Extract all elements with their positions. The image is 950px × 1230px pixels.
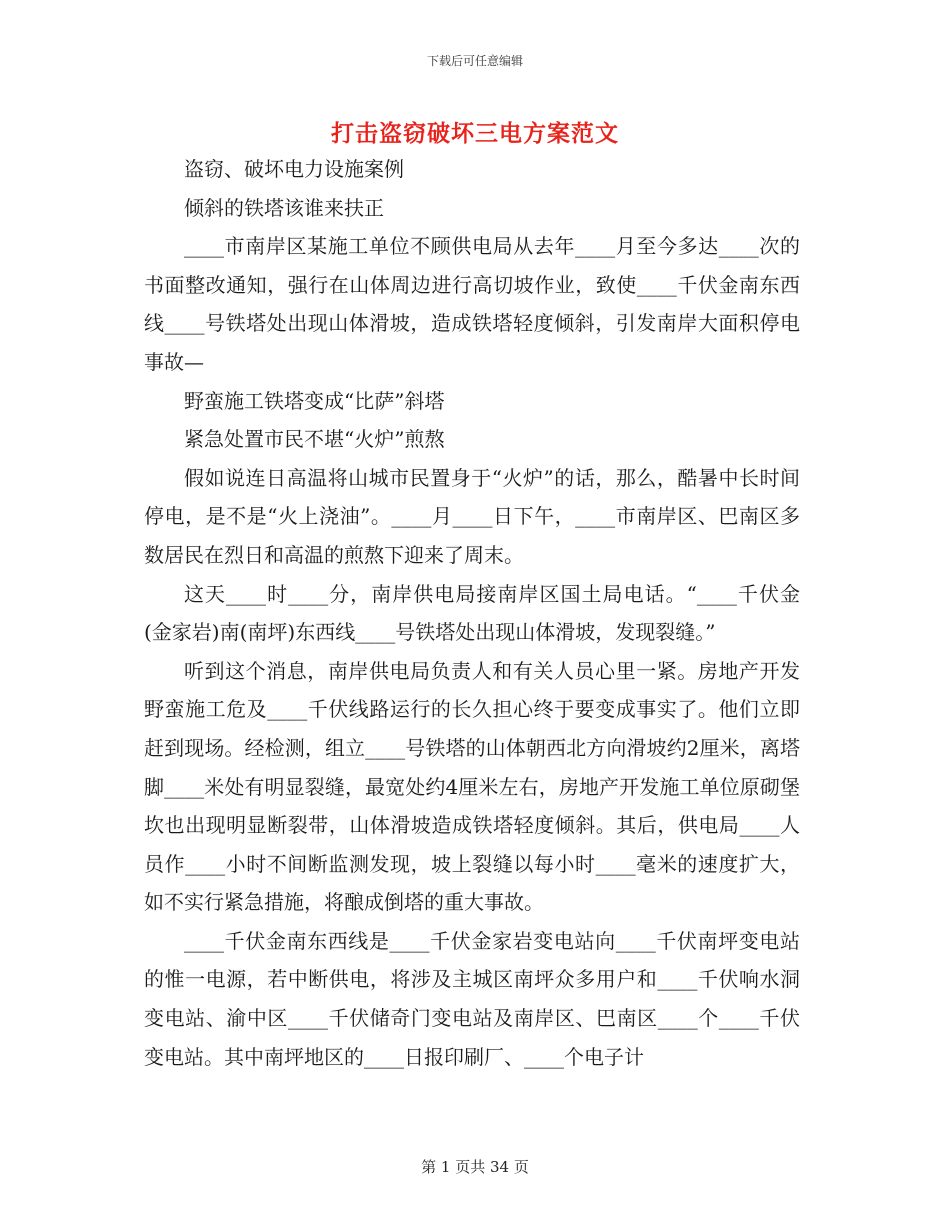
- paragraph: 盗窃、破坏电力设施案例: [184, 157, 404, 181]
- paragraph: 紧急处置市民不堪“火炉”煎熬: [184, 427, 445, 452]
- document-body: [144, 150, 800, 1076]
- document-title: 打击盗窃破坏三电方案范文: [331, 120, 619, 147]
- paragraph: ____市南岸区某施工单位不顾供电局从去年____月至今多达____次的书面整改通知，强行在山体周边进行高切坡作业，致使____千伏金南东西线____号铁塔处出现山体滑坡，造成铁塔轻度倾斜，引发南岸大面积停电事故—: [144, 234, 800, 374]
- paragraph: 野蛮施工铁塔变成“比萨”斜塔: [184, 388, 445, 413]
- page-number-footer: 第 1 页共 34 页: [421, 1158, 529, 1176]
- paragraph: 倾斜的铁塔该谁来扶正: [184, 195, 384, 220]
- paragraph: 假如说连日高温将山城市民置身于“火炉”的话，那么，酷暑中长时间停电，是不是“火上浇油”。____月____日下午，____市南岸区、巴南区多数居民在烈日和高温的煎熬下迎来了周末。: [144, 465, 800, 567]
- page-header-note: 下载后可任意编辑: [426, 54, 523, 68]
- paragraph: 这天____时____分，南岸供电局接南岸区国土局电话。“____千伏金(金家岩)南(南坪)东西线____号铁塔处出现山体滑坡，发现裂缝。”: [144, 581, 800, 645]
- paragraph: 听到这个消息，南岸供电局负责人和有关人员心里一紧。房地产开发野蛮施工危及____千伏线路运行的长久担心终于要变成事实了。他们立即赶到现场。经检测，组立____号铁塔的山体朝西北方向滑坡约2厘米，离塔脚____米处有明显裂缝，最宽处约4厘米左右，房地产开发施工单位原砌堡坎也出现明显断裂带，山体滑坡造成铁塔轻度倾斜。其后，供电局____人员作____小时不间断监测发现，坡上裂缝以每小时____毫米的速度扩大，如不实行紧急措施，将酿成倒塔的重大事故。: [144, 658, 800, 915]
- paragraph: ____千伏金南东西线是____千伏金家岩变电站向____千伏南坪变电站的惟一电源，若中断供电，将涉及主城区南坪众多用户和____千伏响水洞变电站、渝中区____千伏储奇门变电站及南岸区、巴南区____个____千伏变电站。其中南坪地区的____日报印刷厂、____个电子计: [144, 928, 800, 1069]
